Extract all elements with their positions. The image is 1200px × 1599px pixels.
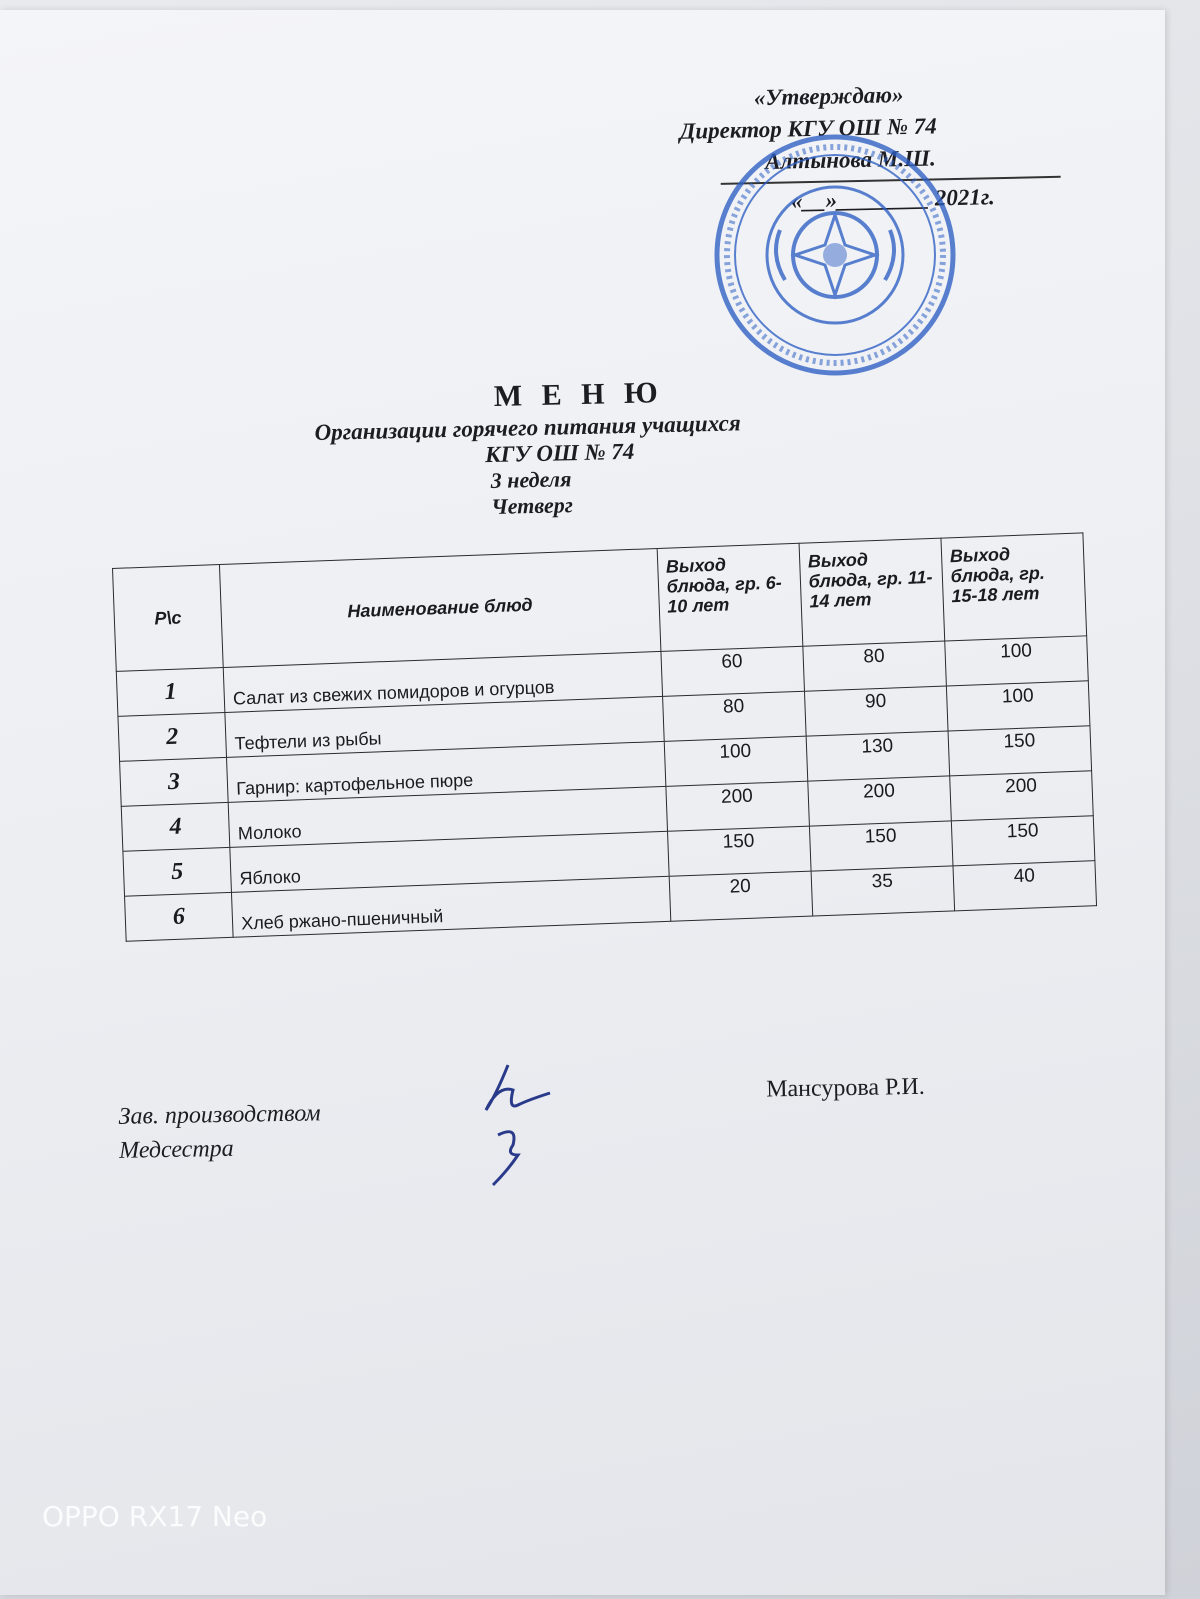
row-portion-11-14: 80 bbox=[803, 641, 947, 691]
row-portion-15-18: 150 bbox=[948, 726, 1092, 776]
title-school: КГУ ОШ № 74 bbox=[484, 438, 635, 468]
row-portion-15-18: 150 bbox=[951, 816, 1095, 866]
row-portion-11-14: 200 bbox=[807, 776, 951, 826]
approval-heading: «Утверждаю» bbox=[753, 82, 904, 111]
row-num: 3 bbox=[120, 757, 229, 806]
row-dish: Молоко bbox=[228, 786, 667, 847]
approval-date-day: «__» bbox=[790, 187, 838, 214]
row-num: 1 bbox=[116, 667, 225, 716]
row-num: 6 bbox=[125, 892, 234, 941]
row-portion-11-14: 90 bbox=[804, 686, 948, 736]
official-stamp-icon bbox=[710, 130, 960, 380]
row-dish: Тефтели из рыбы bbox=[225, 696, 664, 757]
title-week: 3 неделя bbox=[490, 466, 572, 494]
role-nurse: Медсестра bbox=[118, 1135, 234, 1164]
row-num: 5 bbox=[123, 847, 232, 896]
row-portion-15-18: 40 bbox=[953, 861, 1097, 911]
approval-date-year: 2021г. bbox=[934, 184, 995, 211]
title-menu: М Е Н Ю bbox=[493, 376, 665, 413]
document-title bbox=[298, 372, 861, 525]
approval-date-month: ________ bbox=[836, 185, 930, 213]
row-portion-11-14: 35 bbox=[811, 866, 955, 916]
row-num: 4 bbox=[121, 802, 230, 851]
row-portion-6-10: 60 bbox=[660, 646, 804, 696]
row-portion-6-10: 20 bbox=[669, 871, 813, 921]
row-portion-6-10: 200 bbox=[665, 781, 809, 831]
header-dish-name: Наименование блюд bbox=[220, 549, 661, 668]
role-production-head: Зав. производством bbox=[118, 1100, 321, 1130]
handwritten-signature-icon bbox=[478, 1055, 558, 1195]
row-dish: Яблоко bbox=[230, 831, 669, 892]
header-portion-6-10: Выход блюда, гр. 6-10 лет bbox=[657, 543, 803, 651]
camera-watermark: OPPO RX17 Neo bbox=[42, 1500, 268, 1533]
row-portion-15-18: 100 bbox=[945, 636, 1089, 686]
approval-position: Директор КГУ ОШ № 74 bbox=[679, 113, 938, 144]
row-portion-6-10: 80 bbox=[662, 691, 806, 741]
row-dish: Хлеб ржано-пшеничный bbox=[232, 876, 671, 937]
header-portion-15-18: Выход блюда, гр. 15-18 лет bbox=[941, 533, 1087, 641]
title-day: Четверг bbox=[491, 492, 574, 520]
row-portion-6-10: 150 bbox=[667, 826, 811, 876]
menu-table-container bbox=[112, 532, 1097, 941]
row-portion-15-18: 100 bbox=[946, 681, 1090, 731]
approval-name: Алтынова М.Ш. bbox=[764, 145, 936, 174]
row-portion-11-14: 150 bbox=[809, 821, 953, 871]
header-portion-11-14: Выход блюда, гр. 11-14 лет bbox=[799, 538, 945, 646]
row-dish: Салат из свежих помидоров и огурцов bbox=[223, 651, 662, 712]
row-portion-15-18: 200 bbox=[950, 771, 1094, 821]
header-num: Р\с bbox=[113, 565, 224, 672]
title-org: Организации горячего питания учащихся bbox=[314, 410, 741, 446]
signatory-name: Мансурова Р.И. bbox=[765, 1073, 925, 1103]
row-portion-6-10: 100 bbox=[664, 736, 808, 786]
row-portion-11-14: 130 bbox=[806, 731, 950, 781]
row-num: 2 bbox=[118, 712, 227, 761]
row-dish: Гарнир: картофельное пюре bbox=[227, 741, 666, 802]
menu-table bbox=[112, 532, 1097, 941]
